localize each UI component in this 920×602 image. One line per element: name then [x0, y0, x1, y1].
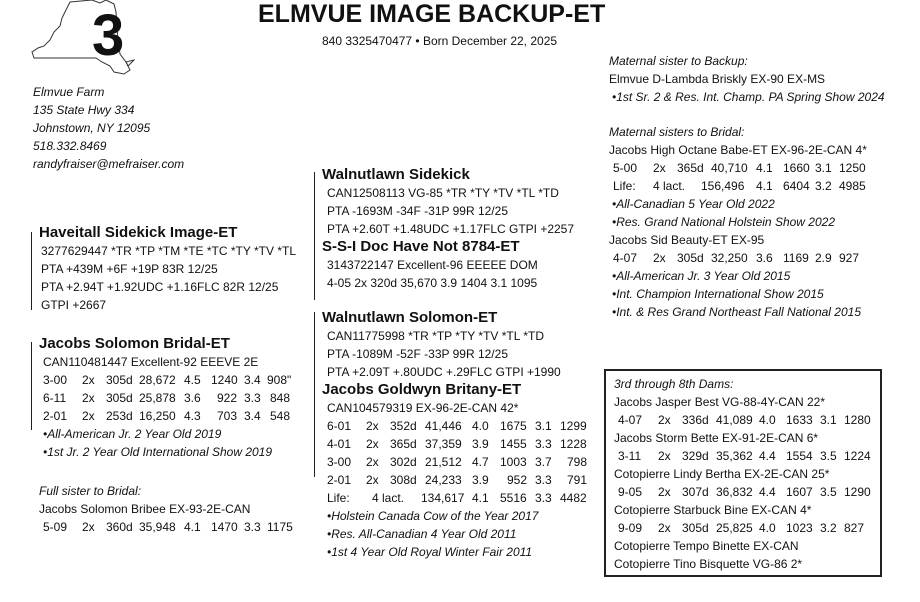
record-value: 3.3 [244, 391, 261, 405]
record-value: 3.7 [535, 455, 552, 469]
subject-sire-name: Haveitall Sidekick Image-ET [39, 224, 238, 241]
maternal-sister-backup-heading: Maternal sister to Backup: [609, 54, 748, 68]
record-value: 922 [217, 391, 238, 405]
record-value: 4 lact. [653, 179, 686, 193]
record-value: 1470 [211, 520, 238, 534]
record-value: 548 [270, 409, 291, 423]
farm-contact [33, 83, 184, 173]
record-value: 798 [567, 455, 588, 469]
pedigree-line-sire [314, 172, 315, 300]
dam-sire-pta-production: PTA -1089M -52F -33P 99R 12/25 [327, 347, 508, 361]
record-value: 4-07 [618, 413, 643, 427]
record-value: 1290 [844, 485, 871, 499]
farm-name: Elmvue Farm [33, 85, 105, 99]
record-value: 2x [82, 391, 95, 405]
record-value: 6-01 [327, 419, 352, 433]
record-value: 329d [682, 449, 709, 463]
record-value: 1169 [783, 251, 809, 265]
record-value: 2-01 [43, 409, 68, 423]
record-value: 305d [677, 251, 704, 265]
record-value: 41,089 [716, 413, 753, 427]
sister-name: Jacobs High Octane Babe-ET EX-96-2E-CAN 4* [609, 143, 867, 157]
award-line: •All-American Jr. 3 Year Old 2015 [612, 269, 791, 283]
record-value: Life: [613, 179, 636, 193]
award-line: •Res. All-Canadian 4 Year Old 2011 [327, 527, 517, 541]
dam-sire-registration: CAN11775998 *TR *TP *TY *TV *TL *TD [327, 329, 544, 343]
record-value: 302d [390, 455, 417, 469]
record-value: 3-00 [43, 373, 68, 387]
record-value: 35,362 [716, 449, 753, 463]
full-sister-block [39, 482, 309, 536]
record-value: Life: [327, 491, 350, 505]
award-line: •1st Jr. 2 Year Old International Show 2019 [43, 445, 273, 459]
production-record [39, 371, 309, 389]
record-value: 40,710 [711, 161, 748, 175]
record-value: 4.5 [184, 373, 201, 387]
record-value: 32,250 [711, 251, 748, 265]
award-line: •1st 4 Year Old Royal Winter Fair 2011 [327, 545, 533, 559]
record-value: 365d [677, 161, 704, 175]
pedigree-line-dam [31, 342, 32, 430]
dam-entry-name: Cotopierre Starbuck Bine EX-CAN 4* [614, 503, 812, 517]
record-value: 365d [390, 437, 417, 451]
maternal-sister-backup-block [609, 52, 885, 106]
record-value: 3.5 [820, 485, 837, 499]
sire-pta-type: PTA +2.60T +1.48UDC +1.17FLC GTPI +2257 [327, 222, 575, 236]
record-value: 25,825 [716, 521, 753, 535]
record-value: 4.1 [756, 161, 773, 175]
record-value: 3.6 [756, 251, 773, 265]
record-value: 3.5 [820, 449, 837, 463]
dam-sire-dam-registration: CAN104579319 EX-96-2E-CAN 42* [327, 401, 519, 415]
production-record [609, 159, 889, 177]
record-value: 4.0 [472, 419, 489, 433]
record-value: 2x [658, 485, 671, 499]
pedigree-line-subject-sire [31, 232, 32, 310]
record-value: 308d [390, 473, 417, 487]
award-line: •Int. & Res Grand Northeast Fall National 2015 [612, 305, 861, 319]
record-value: 9-09 [618, 521, 643, 535]
sire-dam-record: 4-05 2x 320d 35,670 3.9 1404 3.1 1095 [327, 276, 538, 290]
dams-box [604, 369, 882, 577]
farm-address: 135 State Hwy 334 [33, 103, 135, 117]
record-value: 9-05 [618, 485, 643, 499]
record-value: 6-11 [43, 391, 67, 405]
record-value: 1675 [500, 419, 527, 433]
record-value: 4.0 [759, 521, 776, 535]
record-value: 927 [839, 251, 860, 265]
record-value: 41,446 [425, 419, 462, 433]
record-value: 6404 [783, 179, 810, 193]
sire-dam-registration: 3143722147 Excellent-96 EEEEE DOM [327, 258, 538, 272]
dams-box-heading: 3rd through 8th Dams: [614, 377, 734, 391]
record-value: 5-09 [43, 520, 68, 534]
production-record [39, 407, 309, 425]
subject-sire-pta-production: PTA +439M +6F +19P 83R 12/25 [41, 262, 218, 276]
dam-entry-name: Cotopierre Tempo Binette EX-CAN [614, 539, 799, 553]
record-value: 2x [658, 413, 671, 427]
record-value: 3.3 [535, 437, 552, 451]
record-value: 4-07 [613, 251, 638, 265]
record-value: 908" [267, 373, 292, 387]
record-value: 4482 [560, 491, 587, 505]
record-value: 3.2 [820, 521, 837, 535]
production-record [614, 483, 880, 501]
record-value: 35,948 [139, 520, 176, 534]
subject-sire-pta-type: PTA +2.94T +1.92UDC +1.16FLC 82R 12/25 [41, 280, 279, 294]
record-value: 3.1 [820, 413, 837, 427]
record-value: 848 [270, 391, 291, 405]
lot-number: 3 [92, 3, 125, 68]
record-value: 5516 [500, 491, 527, 505]
record-value: 3-11 [618, 449, 642, 463]
record-value: 305d [106, 391, 133, 405]
record-value: 4.1 [184, 520, 201, 534]
record-value: 791 [567, 473, 588, 487]
subject-sire-registration: 3277629447 *TR *TP *TM *TE *TC *TY *TV *TL [41, 244, 296, 258]
record-value: 2x [82, 373, 95, 387]
dam-entry-name: Cotopierre Tino Bisquette VG-86 2* [614, 557, 803, 571]
sire-registration: CAN12508113 VG-85 *TR *TY *TV *TL *TD [327, 186, 559, 200]
lifetime-record [609, 177, 889, 195]
record-value: 134,617 [421, 491, 465, 505]
record-value: 25,878 [139, 391, 176, 405]
record-value: 2x [653, 161, 666, 175]
dam-sire-dam-block [322, 381, 592, 561]
sire-name: Walnutlawn Sidekick [322, 166, 470, 183]
sire-pta-production: PTA -1693M -34F -31P 99R 12/25 [327, 204, 508, 218]
record-value: 4-01 [327, 437, 352, 451]
record-value: 3-00 [327, 455, 352, 469]
record-value: 3.9 [472, 473, 489, 487]
record-value: 36,832 [716, 485, 753, 499]
award-line: •Int. Champion International Show 2015 [612, 287, 824, 301]
subject-sire-gtpi: GTPI +2667 [41, 298, 107, 312]
record-value: 253d [106, 409, 133, 423]
record-value: 16,250 [139, 409, 176, 423]
record-value: 3.3 [535, 473, 552, 487]
record-value: 3.3 [244, 520, 261, 534]
record-value: 1228 [560, 437, 587, 451]
farm-city: Johnstown, NY 12095 [33, 121, 151, 135]
record-value: 5-00 [613, 161, 638, 175]
record-value: 305d [682, 521, 709, 535]
record-value: 1224 [844, 449, 871, 463]
record-value: 2x [658, 521, 671, 535]
record-value: 2x [653, 251, 666, 265]
record-value: 2x [658, 449, 671, 463]
record-value: 336d [682, 413, 709, 427]
award-line: •Res. Grand National Holstein Show 2022 [612, 215, 835, 229]
production-record [39, 518, 309, 536]
dam-registration: CAN110481447 Excellent-92 EEEVE 2E [43, 355, 259, 369]
record-value: 703 [217, 409, 238, 423]
registration-and-birthdate: 840 3325470477 • Born December 22, 2025 [322, 34, 558, 48]
record-value: 3.4 [244, 373, 261, 387]
record-value: 4.1 [472, 491, 489, 505]
record-value: 2x [82, 520, 95, 534]
full-sister-name: Jacobs Solomon Bribee EX-93-2E-CAN [39, 502, 251, 516]
production-record [322, 471, 592, 489]
record-value: 3.9 [472, 437, 489, 451]
maternal-sisters-bridal-block [609, 123, 889, 321]
record-value: 1607 [786, 485, 813, 499]
dam-sire-block [322, 309, 561, 381]
record-value: 37,359 [425, 437, 462, 451]
production-record [614, 519, 880, 537]
record-value: 4.0 [759, 413, 776, 427]
record-value: 4.3 [184, 409, 201, 423]
lifetime-record [322, 489, 592, 507]
record-value: 4.1 [756, 179, 773, 193]
record-value: 1175 [267, 520, 293, 534]
dam-entry-name: Jacobs Jasper Best VG-88-4Y-CAN 22* [614, 395, 825, 409]
record-value: 2x [82, 409, 95, 423]
record-value: 3.4 [244, 409, 261, 423]
record-value: 28,672 [139, 373, 176, 387]
record-value: 2x [366, 437, 379, 451]
record-value: 1280 [844, 413, 871, 427]
record-value: 4 lact. [372, 491, 405, 505]
record-value: 1250 [839, 161, 866, 175]
dam-sire-pta-type: PTA +2.09T +.80UDC +.29FLC GTPI +1990 [327, 365, 561, 379]
production-record [322, 435, 592, 453]
record-value: 307d [682, 485, 709, 499]
sister-name: Jacobs Sid Beauty-ET EX-95 [609, 233, 765, 247]
record-value: 360d [106, 520, 133, 534]
production-record [322, 417, 592, 435]
farm-phone: 518.332.8469 [33, 139, 107, 153]
record-value: 3.1 [815, 161, 832, 175]
dam-entry-name: Cotopierre Lindy Bertha EX-2E-CAN 25* [614, 467, 830, 481]
record-value: 156,496 [701, 179, 745, 193]
record-value: 4.7 [472, 455, 489, 469]
production-record [609, 249, 889, 267]
production-record [39, 389, 309, 407]
record-value: 1633 [786, 413, 813, 427]
page-title: ELMVUE IMAGE BACKUP-ET [258, 0, 606, 28]
full-sister-heading: Full sister to Bridal: [39, 484, 142, 498]
production-record [614, 411, 880, 429]
dam-name: Jacobs Solomon Bridal-ET [39, 335, 230, 352]
sire-dam-block [322, 238, 538, 292]
record-value: 2x [366, 455, 379, 469]
sire-block [322, 166, 574, 238]
record-value: 3.6 [184, 391, 201, 405]
sire-dam-name: S-S-I Doc Have Not 8784-ET [322, 238, 520, 255]
record-value: 4.4 [759, 449, 776, 463]
record-value: 1023 [786, 521, 813, 535]
record-value: 952 [507, 473, 528, 487]
award-line: •1st Sr. 2 & Res. Int. Champ. PA Spring Show 2024 [612, 90, 885, 104]
record-value: 3.1 [535, 419, 552, 433]
farm-email: randyfraiser@mefraiser.com [33, 157, 185, 171]
production-record [614, 447, 880, 465]
record-value: 1455 [500, 437, 527, 451]
record-value: 1240 [211, 373, 238, 387]
record-value: 305d [106, 373, 133, 387]
award-line: •Holstein Canada Cow of the Year 2017 [327, 509, 539, 523]
dam-sire-name: Walnutlawn Solomon-ET [322, 309, 498, 326]
dam-sire-dam-name: Jacobs Goldwyn Britany-ET [322, 381, 522, 398]
record-value: 4985 [839, 179, 866, 193]
record-value: 827 [844, 521, 865, 535]
record-value: 4.4 [759, 485, 776, 499]
record-value: 3.3 [535, 491, 552, 505]
record-value: 21,512 [425, 455, 462, 469]
record-value: 2x [366, 419, 379, 433]
dam-entry-name: Jacobs Storm Bette EX-91-2E-CAN 6* [614, 431, 819, 445]
pedigree-line-dam-sire [314, 312, 315, 477]
record-value: 1299 [560, 419, 587, 433]
record-value: 1003 [500, 455, 527, 469]
award-line: •All-Canadian 5 Year Old 2022 [612, 197, 775, 211]
record-value: 2-01 [327, 473, 352, 487]
record-value: 3.2 [815, 179, 832, 193]
record-value: 2x [366, 473, 379, 487]
dam-block [39, 335, 309, 461]
record-value: 352d [390, 419, 417, 433]
production-record [322, 453, 592, 471]
record-value: 1660 [783, 161, 810, 175]
record-value: 2.9 [815, 251, 832, 265]
award-line: •All-American Jr. 2 Year Old 2019 [43, 427, 222, 441]
maternal-sisters-bridal-heading: Maternal sisters to Bridal: [609, 125, 745, 139]
record-value: 1554 [786, 449, 813, 463]
record-value: 24,233 [425, 473, 462, 487]
maternal-sister-backup-name: Elmvue D-Lambda Briskly EX-90 EX-MS [609, 72, 826, 86]
subject-sire-block [39, 224, 296, 314]
